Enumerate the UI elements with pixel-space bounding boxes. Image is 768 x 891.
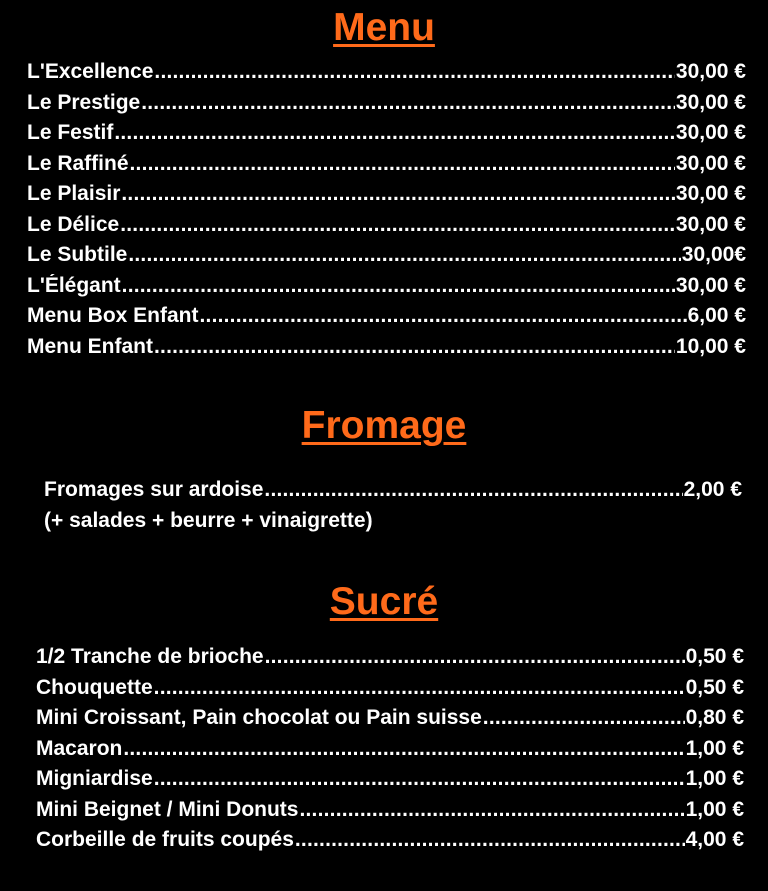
- sucre-list: [36, 645, 744, 859]
- item-name: Menu Box Enfant: [27, 304, 199, 327]
- menu-row: [27, 152, 746, 183]
- dot-leader: [128, 243, 680, 267]
- menu-row: [27, 213, 746, 244]
- item-price: 30,00 €: [675, 212, 746, 236]
- menu-list: [27, 60, 746, 365]
- item-name: Migniardise: [36, 767, 153, 790]
- item-price: 1,00 €: [685, 797, 744, 821]
- item-price: 2,00 €: [683, 478, 742, 501]
- menu-row: [27, 243, 746, 274]
- item-price: 30,00 €: [675, 60, 746, 83]
- menu-row: [36, 828, 744, 859]
- menu-row: [27, 182, 746, 213]
- dot-leader: [130, 152, 675, 176]
- dot-leader: [120, 213, 675, 237]
- item-price: 30,00 €: [675, 182, 746, 205]
- item-name: 1/2 Tranche de brioche: [36, 645, 264, 668]
- dot-leader: [154, 767, 685, 791]
- menu-row: [44, 478, 742, 509]
- item-price: 30,00 €: [675, 273, 746, 297]
- item-price: 30,00 €: [675, 90, 746, 114]
- item-price: 30,00 €: [675, 151, 746, 175]
- item-name: Corbeille de fruits coupés: [36, 828, 294, 851]
- item-price: 1,00 €: [685, 767, 744, 790]
- item-name: L'Élégant: [27, 273, 121, 297]
- item-name: Le Subtile: [27, 243, 128, 266]
- menu-row: [27, 274, 746, 305]
- menu-row: [36, 798, 744, 829]
- dot-leader: [141, 91, 675, 115]
- fromage-title: Fromage: [301, 404, 467, 447]
- item-price: 0,80 €: [685, 706, 744, 729]
- fromage-list: [44, 478, 742, 509]
- item-name: Chouquette: [36, 675, 153, 699]
- fromage-note: (+ salades + beurre + vinaigrette): [44, 509, 373, 532]
- menu-title: Menu: [333, 6, 435, 49]
- item-name: Mini Croissant, Pain chocolat ou Pain suisse: [36, 706, 482, 729]
- dot-leader: [154, 335, 675, 359]
- item-name: Le Festif: [27, 121, 114, 144]
- dot-leader: [264, 478, 682, 502]
- menu-row: [27, 60, 746, 91]
- dot-leader: [123, 737, 684, 761]
- dot-leader: [122, 274, 675, 298]
- menu-row: [27, 304, 746, 335]
- menu-row: [36, 645, 744, 676]
- dot-leader: [114, 121, 675, 145]
- item-price: 30,00 €: [675, 121, 746, 144]
- dot-leader: [154, 676, 685, 700]
- menu-row: [36, 676, 744, 707]
- menu-row: [36, 737, 744, 768]
- item-name: Fromages sur ardoise: [44, 478, 264, 501]
- item-name: Menu Enfant: [27, 334, 153, 358]
- item-price: 0,50 €: [685, 645, 744, 668]
- item-price: 1,00 €: [685, 736, 744, 760]
- item-name: Mini Beignet / Mini Donuts: [36, 797, 299, 821]
- item-price: 10,00 €: [675, 334, 746, 358]
- item-price: 4,00 €: [685, 828, 744, 851]
- dot-leader: [154, 60, 675, 84]
- dot-leader: [265, 645, 685, 669]
- dot-leader: [200, 304, 687, 328]
- item-price: 6,00 €: [687, 304, 746, 327]
- item-name: L'Excellence: [27, 60, 154, 83]
- item-name: Macaron: [36, 736, 123, 760]
- menu-row: [27, 335, 746, 366]
- item-price: 0,50 €: [685, 675, 744, 699]
- dot-leader: [299, 798, 684, 822]
- sucre-title: Sucré: [329, 580, 439, 623]
- dot-leader: [295, 828, 685, 852]
- menu-row: [27, 121, 746, 152]
- menu-row: [36, 706, 744, 737]
- item-name: Le Délice: [27, 212, 120, 236]
- dot-leader: [121, 182, 675, 206]
- dot-leader: [483, 706, 685, 730]
- item-name: Le Raffiné: [27, 151, 129, 175]
- menu-row: [27, 91, 746, 122]
- item-name: Le Prestige: [27, 90, 141, 114]
- item-price: 30,00€: [681, 243, 746, 266]
- menu-row: [36, 767, 744, 798]
- item-name: Le Plaisir: [27, 182, 121, 205]
